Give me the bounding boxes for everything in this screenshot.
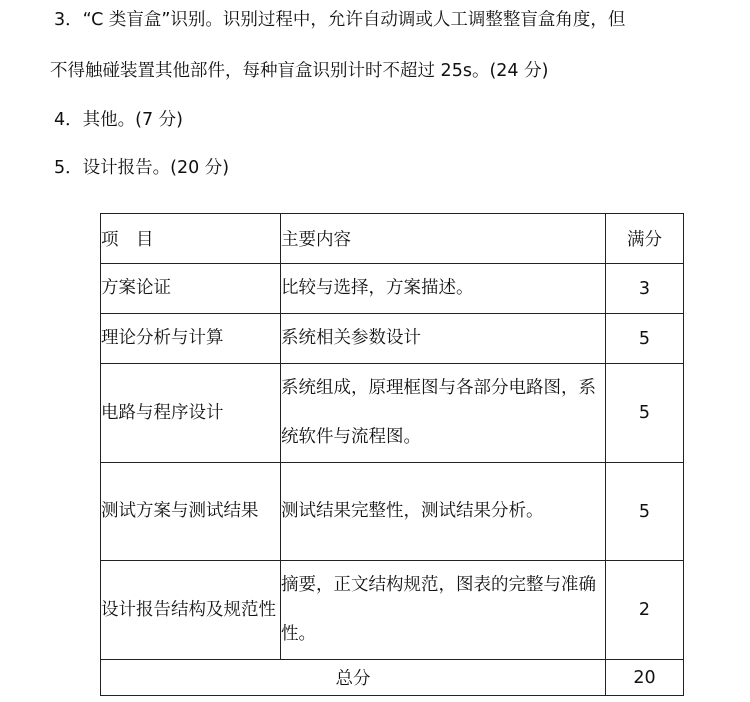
row-score: 5: [606, 314, 684, 364]
table-total-row: [101, 660, 684, 696]
table-row: [101, 561, 684, 660]
row-score: 3: [606, 264, 684, 314]
row-content: 系统组成，原理框图与各部分电路图，系统软件与流程图。: [281, 364, 606, 463]
item-3-line-2: 不得触碰装置其他部件，每种盲盒识别计时不超过 25s。(24 分): [50, 61, 549, 81]
header-score: 满分: [606, 214, 684, 264]
item-4: 4．其他。(7 分): [54, 110, 183, 130]
table-row: [101, 314, 684, 364]
row-score: 5: [606, 364, 684, 463]
row-content: 比较与选择，方案描述。: [281, 264, 606, 314]
row-content: 系统相关参数设计: [281, 314, 606, 364]
score-table: [100, 213, 684, 696]
item-3-line-1: 3．“C 类盲盒”识别。识别过程中，允许自动调或人工调整整盲盒角度，但: [54, 10, 626, 30]
row-item: 电路与程序设计: [101, 364, 281, 463]
table-row: [101, 463, 684, 561]
table-header-row: [101, 214, 684, 264]
total-label: 总分: [101, 660, 606, 696]
table-row: [101, 264, 684, 314]
total-value: 20: [606, 660, 684, 696]
row-item: 测试方案与测试结果: [101, 463, 281, 561]
row-content: 测试结果完整性，测试结果分析。: [281, 463, 606, 561]
row-item: 理论分析与计算: [101, 314, 281, 364]
row-item: 方案论证: [101, 264, 281, 314]
header-content: 主要内容: [281, 214, 606, 264]
row-content: 摘要，正文结构规范，图表的完整与准确性。: [281, 561, 606, 660]
header-item: 项 目: [101, 214, 281, 264]
table-row: [101, 364, 684, 463]
row-item: 设计报告结构及规范性: [101, 561, 281, 660]
row-score: 2: [606, 561, 684, 660]
item-5: 5．设计报告。(20 分): [54, 158, 230, 178]
row-score: 5: [606, 463, 684, 561]
